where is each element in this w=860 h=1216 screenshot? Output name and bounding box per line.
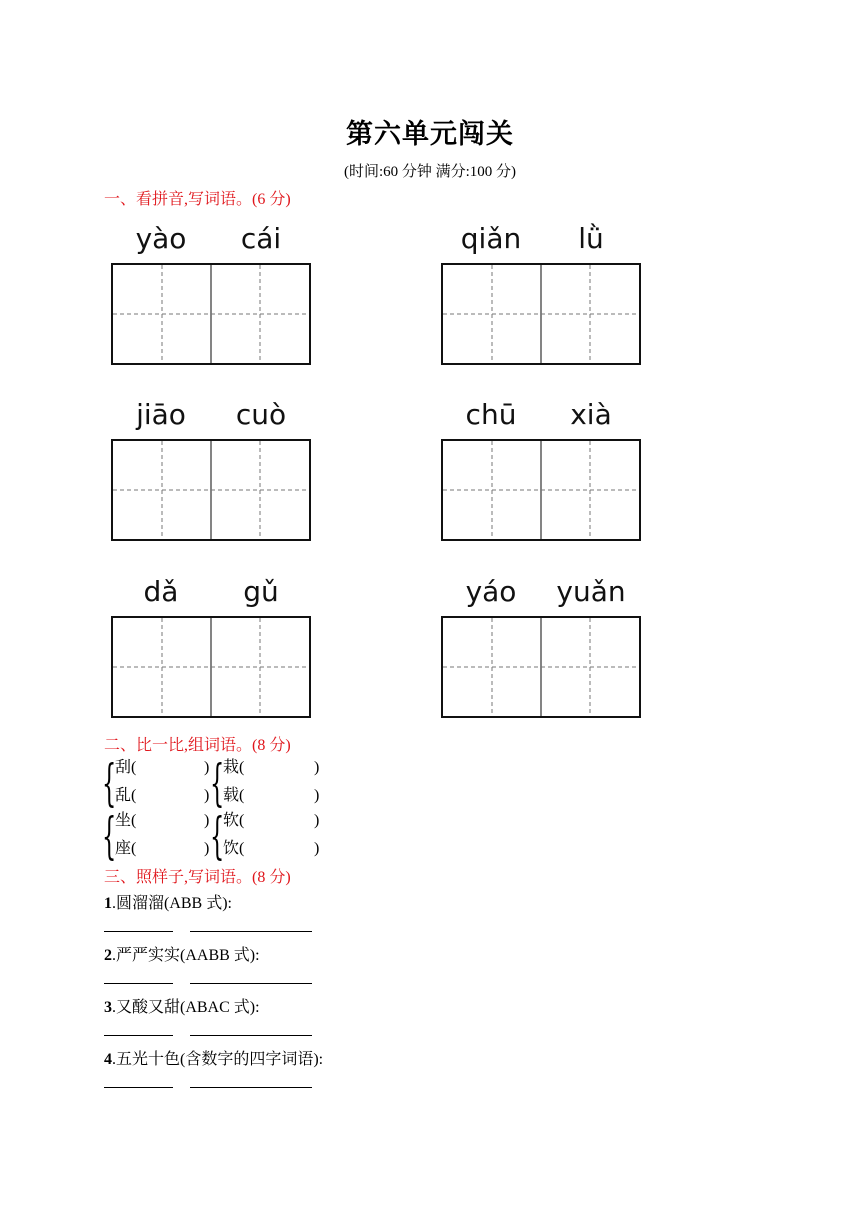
writing-grid[interactable] bbox=[111, 263, 311, 365]
brace-icon: { bbox=[210, 754, 225, 812]
answer-line[interactable] bbox=[104, 1035, 173, 1036]
brace-icon: { bbox=[210, 807, 225, 865]
section1-heading: 一、看拼音,写词语。(6 分) bbox=[104, 191, 291, 208]
brace-icon: { bbox=[102, 807, 117, 865]
close-paren: ) bbox=[204, 787, 210, 804]
pinyin-label: chū bbox=[465, 398, 517, 431]
question-1 bbox=[104, 890, 232, 913]
close-paren: ) bbox=[314, 759, 320, 776]
question-3 bbox=[104, 994, 260, 1017]
question-4 bbox=[104, 1046, 323, 1069]
close-paren: ) bbox=[314, 840, 320, 857]
pinyin-label: gǔ bbox=[243, 575, 279, 608]
question-number: 2 bbox=[104, 947, 112, 964]
pinyin-label: xià bbox=[570, 398, 612, 431]
answer-line[interactable] bbox=[190, 1035, 312, 1036]
writing-grid[interactable] bbox=[441, 263, 641, 365]
question-number: 1 bbox=[104, 895, 112, 912]
pinyin-label: dǎ bbox=[143, 575, 179, 608]
answer-line[interactable] bbox=[104, 983, 173, 984]
exam-info: (时间:60 分钟 满分:100 分) bbox=[343, 164, 517, 180]
answer-line[interactable] bbox=[104, 1087, 173, 1088]
writing-grid[interactable] bbox=[111, 616, 311, 718]
char-luan: 乱( bbox=[115, 787, 137, 804]
question-2 bbox=[104, 942, 260, 965]
char-gua: 刮( bbox=[115, 759, 137, 776]
pinyin-label: cuò bbox=[235, 398, 287, 431]
question-number: 3 bbox=[104, 999, 112, 1016]
question-number: 4 bbox=[104, 1051, 112, 1068]
answer-line[interactable] bbox=[104, 931, 173, 932]
writing-grid[interactable] bbox=[441, 439, 641, 541]
char-zai: 栽( bbox=[223, 759, 245, 776]
pinyin-label: yáo bbox=[465, 575, 517, 608]
char-zuo: 坐( bbox=[115, 812, 137, 829]
char-ruan: 软( bbox=[223, 812, 245, 829]
section2-heading: 二、比一比,组词语。(8 分) bbox=[104, 737, 291, 754]
close-paren: ) bbox=[204, 759, 210, 776]
close-paren: ) bbox=[204, 840, 210, 857]
pinyin-label: yuǎn bbox=[556, 575, 626, 608]
brace-icon: { bbox=[102, 754, 117, 812]
page-title: 第六单元闯关 bbox=[346, 119, 514, 150]
question-text: .五光十色(含数字的四字词语): bbox=[112, 1051, 324, 1068]
pinyin-label: yào bbox=[135, 222, 187, 255]
writing-grid[interactable] bbox=[441, 616, 641, 718]
writing-grid[interactable] bbox=[111, 439, 311, 541]
pinyin-label: cái bbox=[240, 222, 282, 255]
char-zuo2: 座( bbox=[115, 840, 137, 857]
close-paren: ) bbox=[314, 787, 320, 804]
pinyin-label: lǜ bbox=[578, 222, 604, 255]
answer-line[interactable] bbox=[190, 983, 312, 984]
pinyin-label: jiāo bbox=[136, 398, 186, 431]
pinyin-label: qiǎn bbox=[460, 222, 522, 255]
char-zai2: 载( bbox=[223, 787, 245, 804]
section3-heading: 三、照样子,写词语。(8 分) bbox=[104, 869, 291, 886]
answer-line[interactable] bbox=[190, 931, 312, 932]
answer-line[interactable] bbox=[190, 1087, 312, 1088]
char-yin: 饮( bbox=[223, 840, 245, 857]
question-text: .严严实实(AABB 式): bbox=[112, 947, 260, 964]
question-text: .圆溜溜(ABB 式): bbox=[112, 895, 233, 912]
question-text: .又酸又甜(ABAC 式): bbox=[112, 999, 260, 1016]
close-paren: ) bbox=[204, 812, 210, 829]
close-paren: ) bbox=[314, 812, 320, 829]
